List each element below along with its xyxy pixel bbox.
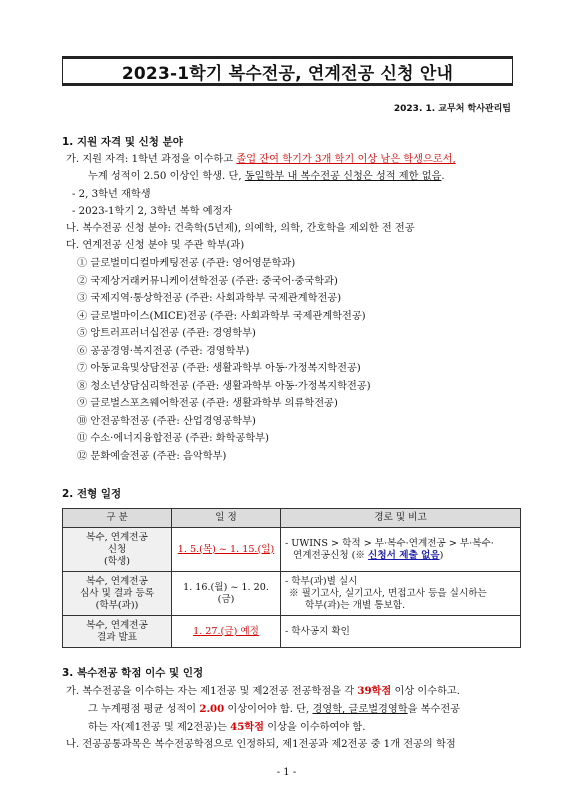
- row1-date: 1. 5.(목) ~ 1. 15.(일): [177, 543, 275, 555]
- row2-note-line3: 학부(과)는 개별 통보함.: [305, 599, 406, 611]
- page-title: 2023-1학기 복수전공, 연계전공 신청 안내: [121, 63, 454, 84]
- row1-note-line1: - UWINS > 학적 > 부·복수·연계전공 > 부·복수·: [285, 537, 494, 549]
- row2-cat-line2: 심사 및 결과 등록: [79, 587, 155, 599]
- major-item: ③ 국제지역·통상학전공 (주관: 사회과학부 국제관계학전공): [77, 293, 342, 304]
- s3-ga2-a: 그 누계평점 평균 성적이: [88, 704, 200, 715]
- major-item: ② 국제상거래커뮤니케이션학전공 (주관: 중국어·중국학과): [77, 275, 338, 287]
- section-3-heading: 3. 복수전공 학점 이수 및 인정: [62, 667, 204, 679]
- row2-cat-line3: (학부(과)): [95, 599, 139, 611]
- s3-ga3-red: 45학점: [230, 721, 264, 733]
- row2-date: 1. 16.(월) ~ 1. 20.(금): [183, 581, 269, 605]
- major-item: ⑪ 수소·에너지융합전공 (주관: 화학공학부): [77, 433, 269, 444]
- row1-cat-line1: 복수, 연계전공: [86, 531, 148, 543]
- row1-note-line2: [285, 550, 516, 562]
- row1-cat-line2: 신청: [107, 543, 127, 555]
- section-1-heading: 1. 지원 자격 및 신청 분야: [62, 136, 183, 148]
- s3-ga3-b: 이상을 이수하여야 함.: [263, 722, 366, 733]
- s3-ga2-b: 이상이어야 함. 단,: [224, 704, 313, 715]
- s3-ga-b: 이상 이수하고.: [391, 686, 460, 697]
- s1-ga-line2: [88, 170, 445, 184]
- row2-notes: [281, 572, 521, 616]
- header-schedule: 일 정: [172, 509, 281, 528]
- row1-category: [63, 528, 172, 572]
- s1-ga-prefix: 가. 지원 자격: 1학년 과정을 이수하고: [66, 154, 237, 165]
- s1-ga2-suffix: .: [441, 171, 445, 182]
- s3-ga-line2: [88, 702, 460, 717]
- row2-cat-line1: 복수, 연계전공: [86, 575, 148, 587]
- major-item: ⑤ 앙트러프러너십전공 (주관: 경영학부): [77, 328, 256, 339]
- table-row: [63, 572, 521, 616]
- s1-na: 나. 복수전공 신청 분야: 건축학(5년제), 의예학, 의학, 간호학을 제외한 전 전공: [66, 223, 415, 234]
- table-row: [63, 528, 521, 572]
- row3-cat-line1: 복수, 연계전공: [86, 619, 148, 631]
- table-row: [63, 616, 521, 648]
- s3-ga-red1: 39학점: [357, 685, 392, 697]
- s3-ga2-c: 을 복수전공: [407, 704, 461, 715]
- table-header-row: [63, 509, 521, 528]
- row1-note-prefix: 연계전공신청 (※: [293, 549, 369, 561]
- major-item: ⑫ 문화예술전공 (주관: 음악학부): [77, 450, 227, 462]
- s1-dash1: - 2, 3학년 재학생: [72, 189, 151, 200]
- major-item: ⑥ 공공경영·복지전공 (주관: 경영학부): [77, 345, 250, 357]
- row2-note-line1: - 학부(과)별 실시: [285, 575, 358, 587]
- row1-schedule: [172, 528, 281, 572]
- section-2-heading: 2. 전형 일정: [62, 488, 122, 500]
- s3-ga3-a: 하는 자(제1전공 및 제2전공)는: [88, 722, 231, 733]
- s1-ga-red: 졸업 잔여 학기가 3개 학기 이상 남은 학생으로서,: [236, 154, 456, 165]
- row3-notes: - 학사공지 확인: [281, 616, 521, 648]
- row1-note-link: 신청서 제출 없음: [368, 549, 440, 561]
- row1-note-suffix: ): [439, 549, 444, 561]
- major-item: ⑩ 안전공학전공 (주관: 산업경영공학부): [77, 415, 256, 427]
- header-category: 구 분: [63, 509, 172, 528]
- schedule-table: [62, 508, 521, 648]
- row1-cat-line3: (학생): [103, 555, 131, 567]
- s3-ga-a: 가. 복수전공을 이수하는 자는 제1전공 및 제2전공 전공학점을 각: [66, 686, 358, 697]
- s3-na: 나. 전공공통과목은 복수전공학점으로 인정하되, 제1전공과 제2전공 중 1개 전공의 학점: [66, 739, 456, 750]
- dateline: 2023. 1. 교무처 학사관리팀: [393, 104, 511, 114]
- s1-ga-line1: [66, 153, 456, 167]
- row2-category: [63, 572, 172, 616]
- s1-ga2-under: 동일학부 내 복수전공 신청은 성적 제한 없음: [244, 171, 442, 182]
- title-box: [62, 56, 513, 86]
- page-number: - 1 -: [276, 767, 297, 778]
- major-item: ⑨ 글로벌스포츠웨어학전공 (주관: 생활과학부 의류학전공): [77, 398, 338, 409]
- row3-category: [63, 616, 172, 648]
- row3-date: 1. 27.(금) 예정: [193, 625, 259, 637]
- row2-schedule: [172, 572, 281, 616]
- row3-schedule: [172, 616, 281, 648]
- s3-ga2-red: 2.00: [199, 703, 225, 715]
- s3-ga-line1: [66, 684, 460, 699]
- s1-dash2: - 2023-1학기 2, 3학년 복학 예정자: [72, 206, 233, 217]
- major-item: ① 글로벌미디컬마케팅전공 (주관: 영어영문학과): [77, 258, 296, 269]
- major-item: ⑦ 아동교육및상담전공 (주관: 생활과학부 아동·가정복지학전공): [77, 363, 361, 374]
- s3-ga2-under: 경영학, 글로벌경영학: [312, 704, 408, 715]
- major-item: ⑧ 청소년상담심리학전공 (주관: 생활과학부 아동·가정복지학전공): [77, 380, 371, 392]
- row2-note-line2: ※ 필기고사, 실기고사, 면접고사 등을 실시하는: [289, 587, 487, 599]
- s3-ga-line3: [88, 720, 366, 735]
- s1-da: 다. 연계전공 신청 분야 및 주관 학부(과): [66, 240, 245, 251]
- major-item: ④ 글로벌마이스(MICE)전공 (주관: 사회과학부 국제관계학전공): [77, 310, 366, 322]
- row1-notes: [281, 528, 521, 572]
- header-notes: 경로 및 비고: [281, 509, 521, 528]
- row3-cat-line2: 결과 발표: [96, 631, 138, 643]
- s1-ga2-prefix: 누계 성적이 2.50 이상인 학생. 단,: [88, 171, 245, 182]
